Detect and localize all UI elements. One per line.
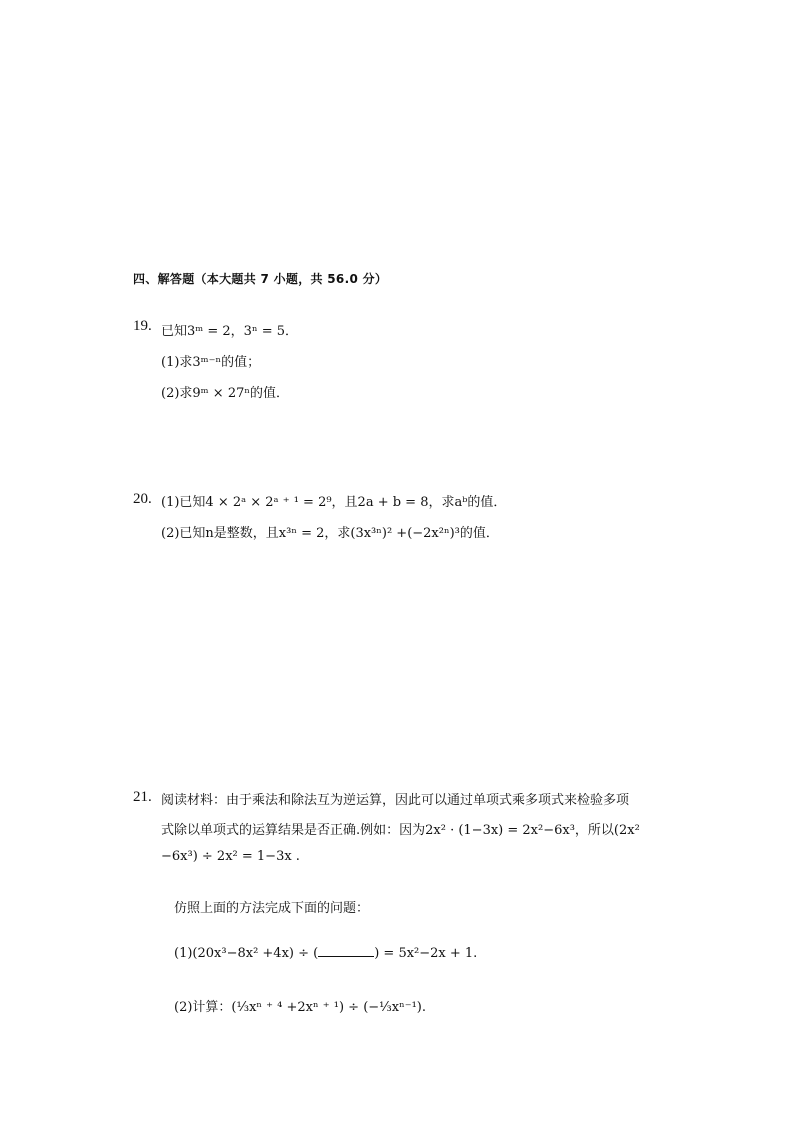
question-21-instruction: 仿照上面的方法完成下面的问题： <box>174 901 370 916</box>
question-21-number: 21. <box>133 789 152 805</box>
question-21-line-3: −6x³) ÷ 2x² = 1−3x . <box>161 849 300 864</box>
question-21-part-1-after: ) = 5x²−2x + 1. <box>374 946 478 961</box>
question-19-number: 19. <box>133 318 152 334</box>
section-title: 四、解答题（本大题共 7 小题，共 56.0 分） <box>133 272 388 286</box>
question-21-part-1-before: (1)(20x³−8x² +4x) ÷ ( <box>174 946 319 961</box>
question-21-line-1: 阅读材料：由于乘法和除法互为逆运算，因此可以通过单项式乘多项式来检验多项 <box>161 793 630 808</box>
question-20-number: 20. <box>133 491 152 507</box>
question-19-part-1: (1)求3ᵐ⁻ⁿ的值； <box>161 355 261 370</box>
question-20-part-2: (2)已知n是整数，且x³ⁿ = 2，求(3x³ⁿ)² +(−2x²ⁿ)³的值． <box>161 526 499 541</box>
question-21-line-2: 式除以单项式的运算结果是否正确.例如：因为2x² · (1−3x) = 2x²−6x³，所以(2x² <box>161 823 640 838</box>
question-19-stem: 已知3ᵐ = 2，3ⁿ = 5． <box>161 324 298 339</box>
answer-blank <box>318 944 374 957</box>
question-19-part-2: (2)求9ᵐ × 27ⁿ的值． <box>161 386 289 401</box>
question-20-part-1: (1)已知4 × 2ᵃ × 2ᵃ ⁺ ¹ = 2⁹，且2a + b = 8，求aᵇ的值． <box>161 495 507 510</box>
question-21-part-1 <box>174 944 477 961</box>
question-21-part-2: (2)计算：(¹⁄₃xⁿ ⁺ ⁴ +2xⁿ ⁺ ¹) ÷ (−¹⁄₃xⁿ⁻¹). <box>174 1000 426 1015</box>
